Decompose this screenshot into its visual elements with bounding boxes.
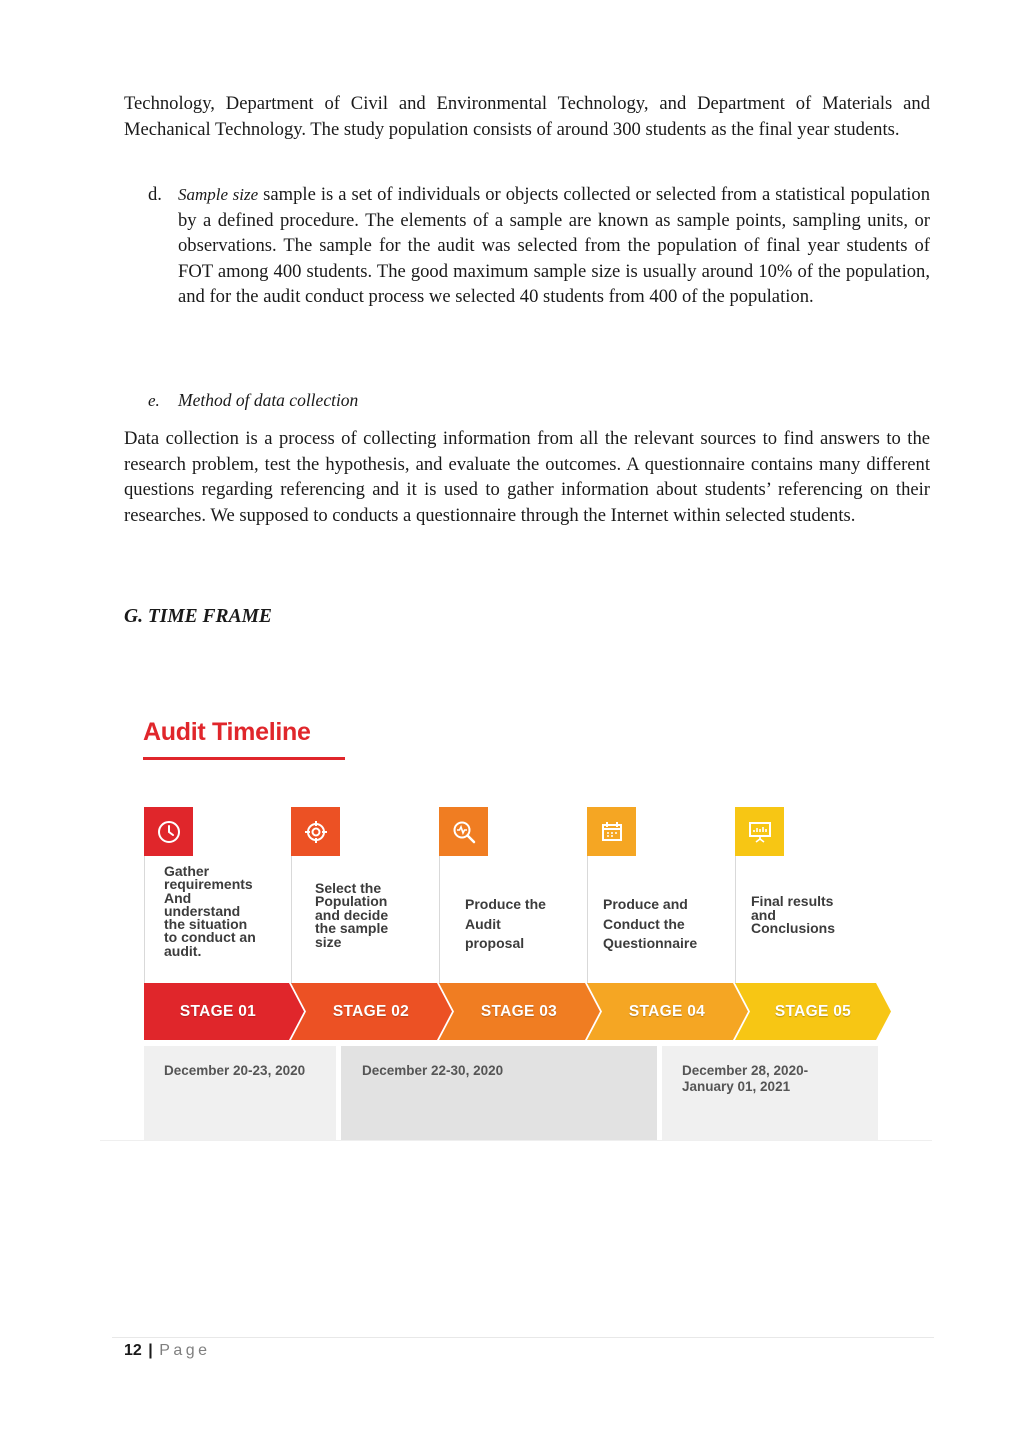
stage-02-arrow — [291, 983, 456, 1040]
item-e-marker: e. — [148, 391, 160, 410]
calendar-icon — [587, 807, 636, 856]
stage-01-description: Gather requirements And understand the situation to conduct an audit. — [164, 863, 256, 959]
date-range-3: December 28, 2020- January 01, 2021 — [682, 1063, 809, 1094]
footer-separator: | — [148, 1342, 153, 1359]
stage-01-arrow — [144, 983, 309, 1040]
page-number: 12 — [124, 1342, 142, 1359]
page-label: Page — [159, 1342, 211, 1359]
page-footer — [124, 1342, 211, 1360]
stage-03-label: STAGE 03 — [480, 1002, 558, 1020]
stage-04-description: Produce and Conduct the Questionnaire — [603, 896, 698, 951]
infographic-bottom-edge — [100, 1140, 932, 1141]
intro-paragraph: Technology, Department of Civil and Environmental Technology, and Department of Materials and Mechanical Technology. The study population consists of around 300 students as the final year students. — [124, 93, 930, 140]
footer-rule — [112, 1337, 934, 1338]
date-range-1: December 20-23, 2020 — [164, 1063, 306, 1078]
stage-04-label: STAGE 04 — [628, 1002, 706, 1020]
date-box-1 — [144, 1046, 336, 1141]
date-box-2 — [341, 1046, 657, 1141]
stage-05-description: Final results and Conclusions — [751, 893, 836, 937]
target-icon — [291, 807, 340, 856]
stage-04-arrow — [587, 983, 752, 1040]
stage-02-label: STAGE 02 — [332, 1002, 410, 1020]
presentation-icon — [735, 807, 784, 856]
item-d-marker: d. — [148, 184, 162, 205]
stage-03-arrow — [439, 983, 604, 1040]
stage-02-description: Select the Population and decide the sample size — [315, 880, 389, 950]
section-heading: G. TIME FRAME — [124, 606, 272, 627]
stage-03-description: Produce the Audit proposal — [465, 896, 546, 951]
data-collection-paragraph: Data collection is a process of collecting information from all the relevant sources to find answers to the research problem, test the hypothesis, and evaluate the outcomes. A questionnaire contains many different questions regarding referencing and it is used to gather information about students’ referencing on their researches. We supposed to conducts a questionnaire through the Internet within selected students. — [124, 428, 930, 526]
stage-01-label: STAGE 01 — [179, 1002, 257, 1020]
timeline-title: Audit Timeline — [143, 718, 311, 746]
stage-05-arrow — [735, 983, 895, 1040]
search-chart-icon — [439, 807, 488, 856]
date-range-2: December 22-30, 2020 — [362, 1063, 504, 1078]
stage-05-label: STAGE 05 — [774, 1002, 852, 1020]
timeline-title-underline — [143, 757, 345, 760]
sample-size-paragraph — [178, 182, 930, 310]
method-of-data-collection-title: Method of data collection — [178, 390, 359, 410]
clock-icon — [144, 807, 193, 856]
sample-size-text: sample is a set of individuals or objects collected or selected from a statistical population by a defined procedure. The elements of a sample are known as sample points, sampling units, or observations. The sample for the audit was selected from the population of final year students of FOT among 400 students. The good maximum sample size is usually around 10% of the population, and for the audit conduct process we selected 40 students from 400 of the population. — [178, 184, 931, 308]
sample-size-term: Sample size — [178, 185, 259, 204]
audit-timeline-infographic — [100, 700, 932, 1142]
